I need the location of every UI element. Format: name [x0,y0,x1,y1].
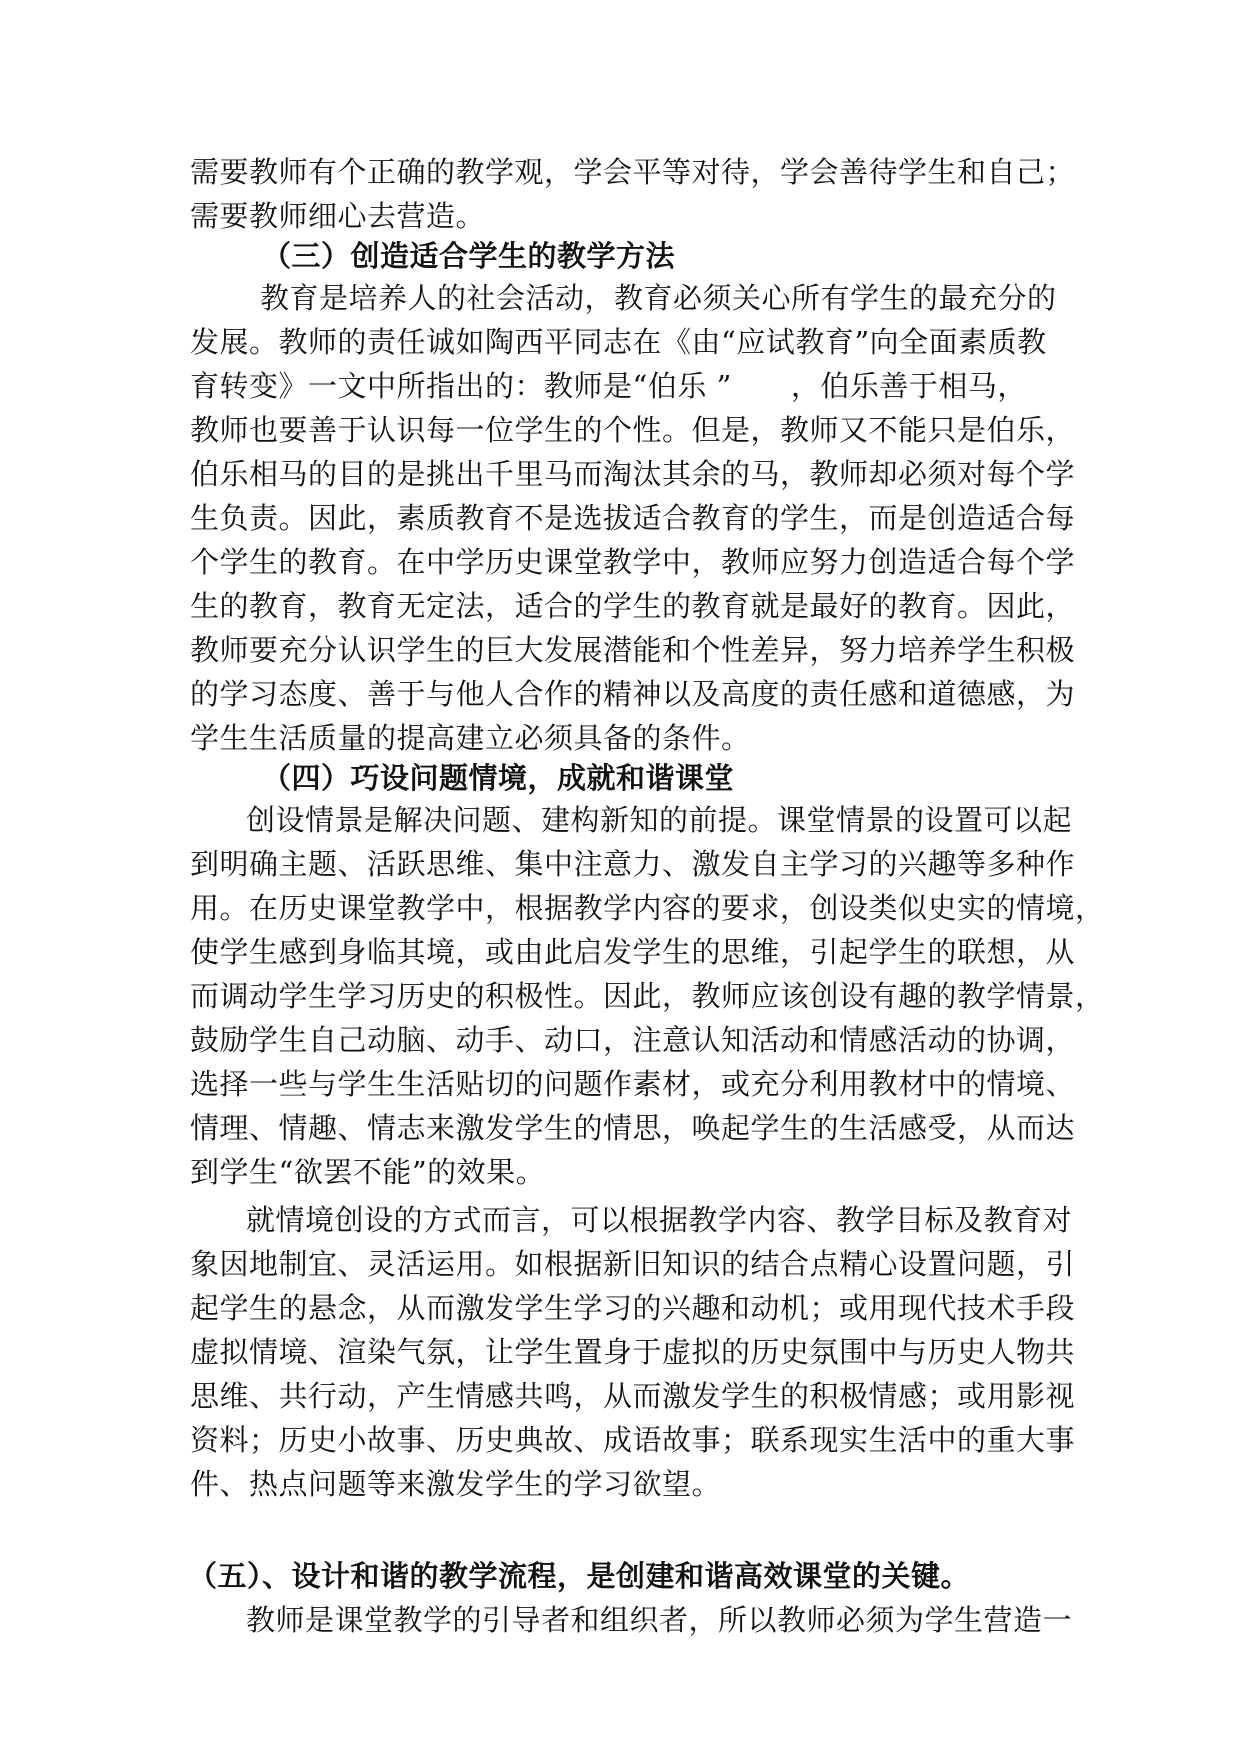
paragraph-line: 象因地制宜、灵活运用。如根据新旧知识的结合点精心设置问题，引 [190,1247,1076,1281]
section-heading-4: （四）巧设问题情境，成就和谐课堂 [262,761,735,795]
paragraph-line: 需要教师细心去营造。 [190,199,486,233]
paragraph-line: 教师要充分认识学生的巨大发展潜能和个性差异，努力培养学生积极 [190,633,1076,667]
section-heading-3: （三）创造适合学生的教学方法 [262,239,676,273]
paragraph-line: 虚拟情境、渲染气氛，让学生置身于虚拟的历史氛围中与历史人物共 [190,1335,1076,1369]
paragraph-line: 使学生感到身临其境，或由此启发学生的思维，引起学生的联想，从 [190,935,1076,969]
paragraph-line: 教师也要善于认识每一位学生的个性。但是，教师又不能只是伯乐， [190,413,1076,447]
paragraph-line: 到学生“欲罢不能”的效果。 [190,1155,546,1189]
paragraph-line: 到明确主题、活跃思维、集中注意力、激发自主学习的兴趣等多种作 [190,847,1076,881]
paragraph-line: 需要教师有个正确的教学观，学会平等对待，学会善待学生和自己； [190,155,1076,189]
paragraph-line: 起学生的悬念，从而激发学生学习的兴趣和动机；或用现代技术手段 [190,1291,1076,1325]
paragraph-line: 创设情景是解决问题、建构新知的前提。课堂情景的设置可以起 [246,803,1073,837]
paragraph-line: 思维、共行动，产生情感共鸣，从而激发学生的积极情感；或用影视 [190,1379,1076,1413]
paragraph-line: 生的教育，教育无定法，适合的学生的教育就是最好的教育。因此， [190,589,1076,623]
paragraph-line: 而调动学生学习历史的积极性。因此，教师应该创设有趣的教学情景， [190,979,1105,1013]
paragraph-line: 个学生的教育。在中学历史课堂教学中，教师应努力创造适合每个学 [190,545,1076,579]
paragraph-line: 就情境创设的方式而言，可以根据教学内容、教学目标及教育对 [246,1203,1073,1237]
paragraph-line: 育转变》一文中所指出的：教师是“伯乐 ” ，伯乐善于相马， [190,369,1027,403]
paragraph-line: 伯乐相马的目的是挑出千里马而淘汰其余的马，教师却必须对每个学 [190,457,1076,491]
paragraph-line: 教师是课堂教学的引导者和组织者，所以教师必须为学生营造一 [246,1603,1073,1637]
paragraph-line: 情理、情趣、情志来激发学生的情思，唤起学生的生活感受，从而达 [190,1111,1076,1145]
section-heading-5: （五）、设计和谐的教学流程，是创建和谐高效课堂的关键。 [188,1559,971,1593]
paragraph-line: 用。在历史课堂教学中，根据教学内容的要求，创设类似史实的情境， [190,891,1105,925]
paragraph-line: 的学习态度、善于与他人合作的精神以及高度的责任感和道德感，为 [190,677,1076,711]
paragraph-line: 学生生活质量的提高建立必须具备的条件。 [190,721,751,755]
paragraph-line: 发展。教师的责任诚如陶西平同志在《由“应试教育”向全面素质教 [190,325,1047,359]
paragraph-line: 教育是培养人的社会活动，教育必须关心所有学生的最充分的 [260,281,1057,315]
paragraph-line: 件、热点问题等来激发学生的学习欲望。 [190,1467,722,1501]
paragraph-line: 资料；历史小故事、历史典故、成语故事；联系现实生活中的重大事 [190,1423,1076,1457]
paragraph-line: 生负责。因此，素质教育不是选拔适合教育的学生，而是创造适合每 [190,501,1076,535]
paragraph-line: 选择一些与学生生活贴切的问题作素材，或充分利用教材中的情境、 [190,1067,1076,1101]
paragraph-line: 鼓励学生自己动脑、动手、动口，注意认知活动和情感活动的协调， [190,1023,1076,1057]
